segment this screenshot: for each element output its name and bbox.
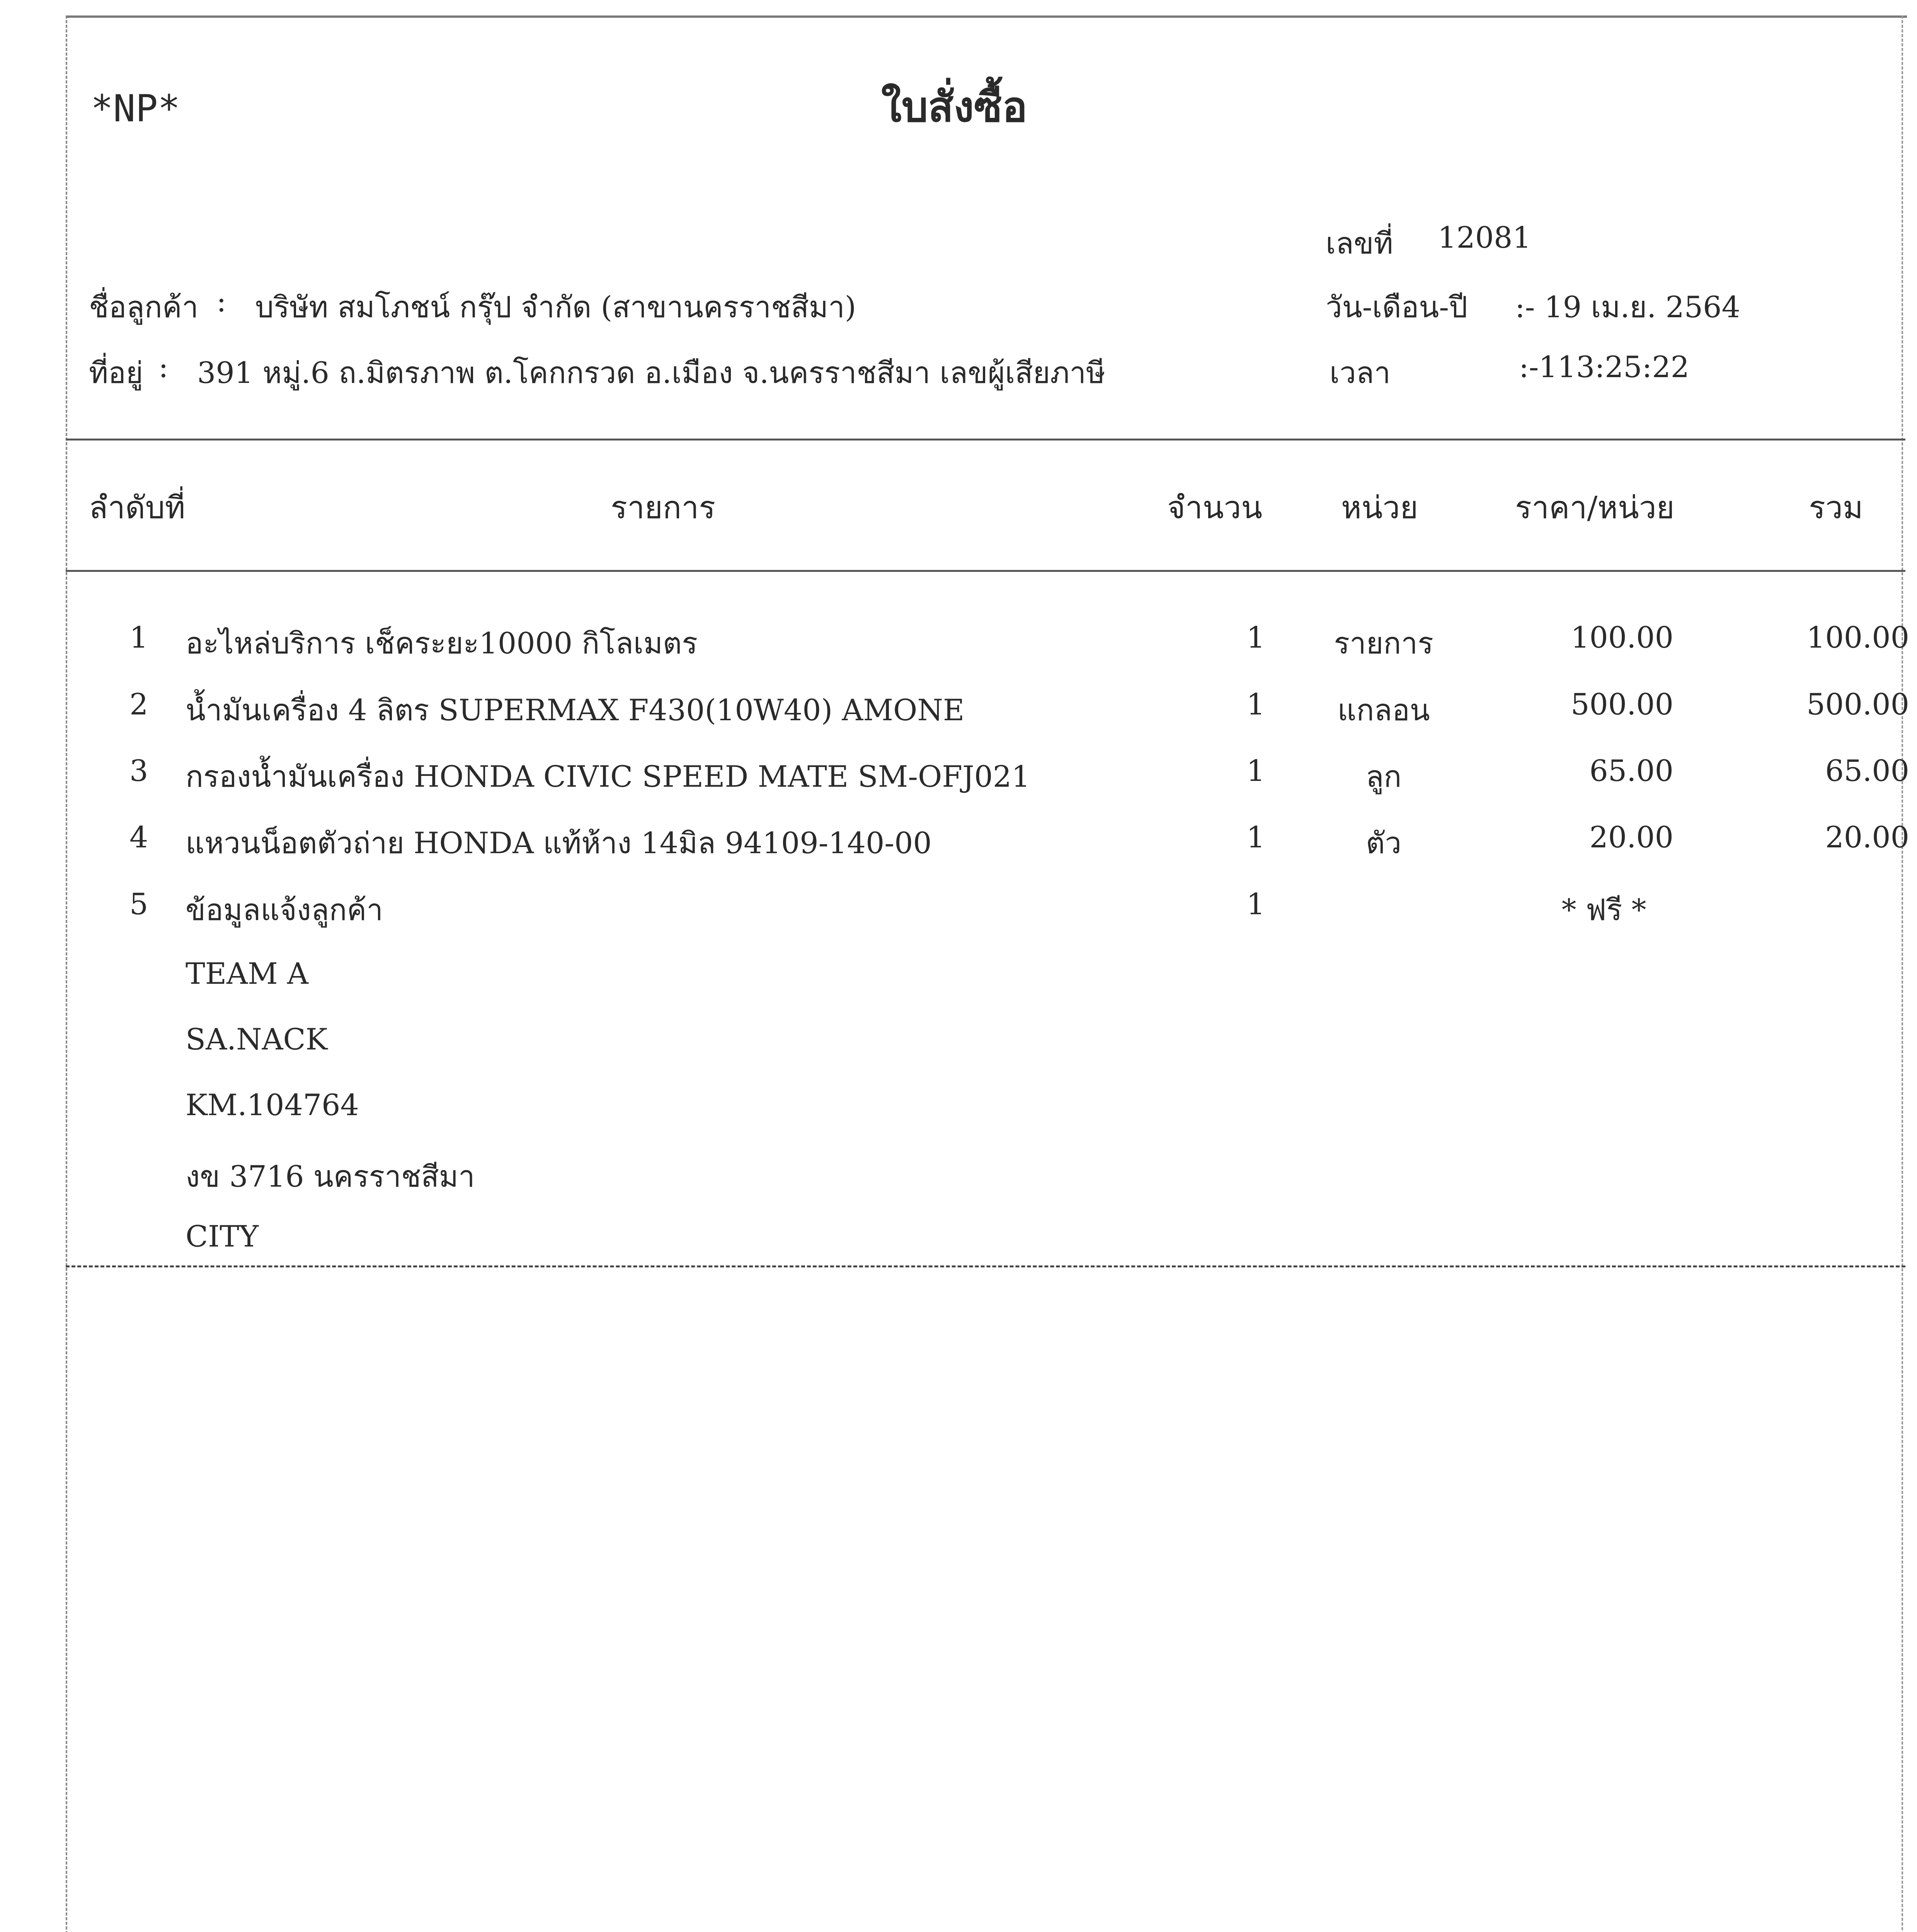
row-price: 20.00 <box>1589 820 1674 854</box>
row-unit: รายการ <box>1334 626 1433 660</box>
row-price: 65.00 <box>1589 753 1674 788</box>
items-end-rule <box>66 1265 1905 1267</box>
note-line: TEAM A <box>186 956 308 991</box>
row-qty: 1 <box>1246 887 1265 921</box>
row-qty: 1 <box>1246 687 1265 721</box>
row-unit: ตัว <box>1365 826 1402 860</box>
row-no: 1 <box>129 620 148 655</box>
row-total: 500.00 <box>1806 687 1909 721</box>
row-total: 65.00 <box>1825 753 1909 788</box>
date-label: วัน-เดือน-ปี <box>1326 290 1468 324</box>
customer-colon: : <box>216 284 226 318</box>
row-price-free: * ฟรี * <box>1561 893 1646 927</box>
col-header-unit: หน่วย <box>1341 490 1418 526</box>
row-price: 100.00 <box>1571 620 1674 655</box>
row-no: 4 <box>129 820 148 854</box>
row-price: 500.00 <box>1571 687 1674 721</box>
document-title: ใบสั่งซื้อ <box>881 83 1028 131</box>
row-qty: 1 <box>1246 620 1265 655</box>
row-qty: 1 <box>1246 753 1265 788</box>
row-no: 5 <box>129 887 148 921</box>
row-no: 2 <box>129 687 148 721</box>
note-line: งข 3716 นครราชสีมา <box>186 1159 475 1194</box>
address-colon: : <box>158 350 169 384</box>
time-value: :-113:25:22 <box>1519 350 1689 384</box>
row-unit: ลูก <box>1365 759 1402 794</box>
address-value: 391 หมู่.6 ถ.มิตรภาพ ต.โคกกรวด อ.เมือง จ.นครราชสีมา เลขผู้เสียภาษี <box>197 355 1106 390</box>
col-header-price: ราคา/หน่วย <box>1515 490 1675 526</box>
row-unit: แกลอน <box>1337 693 1430 727</box>
row-no: 3 <box>129 753 148 788</box>
row-desc: แหวนน็อตตัวถ่าย HONDA แท้ห้าง 14มิล 94109-140-00 <box>186 826 932 860</box>
customer-label: ชื่อลูกค้า <box>89 290 199 324</box>
address-label: ที่อยู่ <box>89 355 143 390</box>
note-line: SA.NACK <box>186 1022 328 1056</box>
doc-no-label: เลขที่ <box>1326 226 1393 260</box>
row-total: 20.00 <box>1825 820 1909 854</box>
col-header-total: รวม <box>1809 490 1863 526</box>
header-top-rule <box>66 439 1905 440</box>
row-desc: อะไหล่บริการ เช็คระยะ10000 กิโลเมตร <box>186 626 698 660</box>
row-desc: น้ำมันเครื่อง 4 ลิตร SUPERMAX F430(10W40) AMONE <box>186 693 965 727</box>
customer-value: บริษัท สมโภชน์ กรุ๊ป จำกัด (สาขานครราชสีมา) <box>255 290 856 324</box>
row-desc: กรองน้ำมันเครื่อง HONDA CIVIC SPEED MATE SM-OFJ021 <box>186 759 1030 794</box>
col-header-no: ลำดับที่ <box>89 490 186 526</box>
header-bottom-rule <box>66 570 1905 572</box>
time-label: เวลา <box>1330 355 1391 390</box>
row-total: 100.00 <box>1806 620 1909 655</box>
row-desc: ข้อมูลแจ้งลูกค้า <box>186 893 383 927</box>
form-right-edge <box>1902 15 1903 1932</box>
date-value: :- 19 เม.ย. 2564 <box>1515 290 1740 324</box>
row-qty: 1 <box>1246 820 1265 854</box>
note-line: CITY <box>186 1219 259 1253</box>
np-mark: *NP* <box>91 87 180 130</box>
col-header-item: รายการ <box>611 490 716 526</box>
note-line: KM.104764 <box>186 1088 359 1122</box>
doc-no-value: 12081 <box>1438 220 1531 255</box>
col-header-qty: จำนวน <box>1167 490 1263 526</box>
